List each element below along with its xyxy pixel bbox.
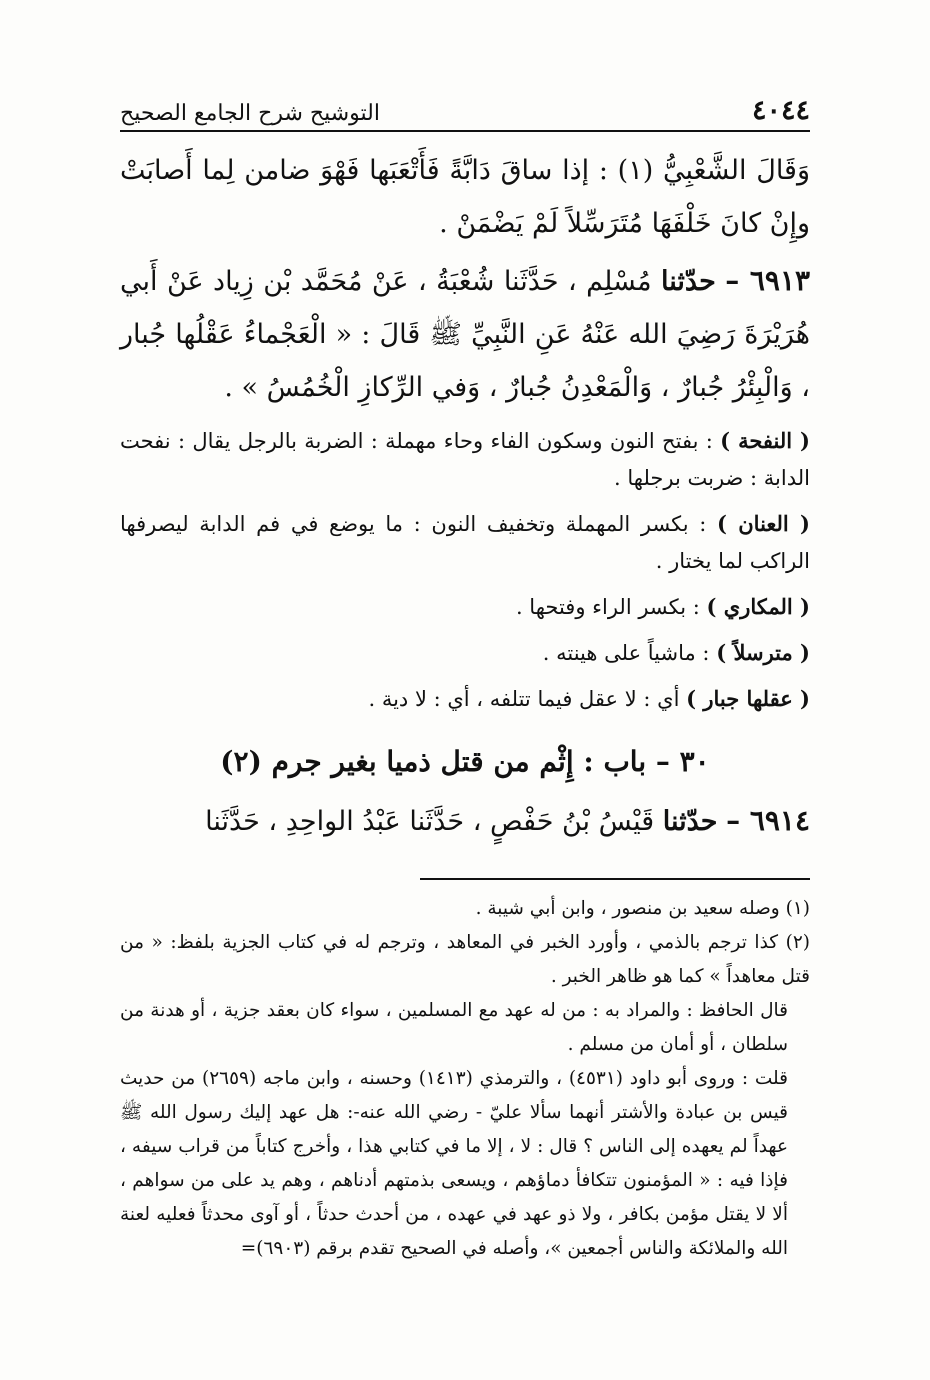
running-title: التوشيح شرح الجامع الصحيح — [120, 101, 380, 126]
main-text — [120, 144, 810, 848]
gloss-item — [120, 634, 810, 672]
footnote-rule — [420, 878, 810, 880]
gloss-term: ( النفحة ) — [720, 428, 810, 453]
gloss-term: ( المكاري ) — [706, 594, 810, 619]
gloss-term: ( عقلها جبار ) — [686, 686, 810, 711]
hadith-number: ٦٩١٣ – — [725, 264, 811, 297]
footnotes — [120, 892, 810, 1266]
intro-paragraph: وَقَالَ الشَّعْبِيُّ (١) : إذا ساقَ دَابَّةً فَأَتْعَبَها فَهْوَ ضامن لِما أَصابَتْ وإِنْ كانَ خَلْفَهَا مُتَرَسِّلاً لَمْ يَضْمَنْ . — [120, 155, 811, 239]
hadith-text: قَيْسُ بْنُ حَفْصٍ ، حَدَّثَنا عَبْدُ الواحِدِ ، حَدَّثَنا — [205, 806, 655, 837]
gloss-term: ( العنان ) — [717, 511, 810, 536]
hadith-number: ٦٩١٤ – — [726, 804, 810, 837]
gloss-text: : ماشياً على هينته . — [542, 641, 710, 665]
header-rule — [120, 130, 810, 132]
gloss-item — [120, 588, 810, 626]
gloss-item — [120, 422, 810, 497]
gloss-text: : بكسر المهملة وتخفيف النون : ما يوضع في فم الدابة ليصرفها الراكب لما يختار . — [120, 512, 810, 573]
chapter-heading: ٣٠ – باب : إِثْم من قتل ذميا بغير جرم (٢) — [220, 745, 710, 778]
hadith-opening: حدّثنا — [661, 266, 716, 297]
page-number: ٤٠٤٤ — [751, 95, 810, 126]
hadith-6914 — [120, 794, 810, 848]
gloss-term: ( مترسلاً ) — [716, 640, 810, 665]
footnote-2: (٢) كذا ترجم بالذمي ، وأورد الخبر في المعاهد ، وترجم له في كتاب الجزية بلفظ: « من قتل معاهداً » كما هو ظاهر الخبر . — [120, 932, 810, 987]
hadith-6913 — [120, 254, 810, 414]
gloss-text: أي : لا عقل فيما تتلفه ، أي : لا دية . — [368, 687, 680, 711]
footnote-1: (١) وصله سعيد بن منصور ، وابن أبي شيبة . — [475, 898, 810, 919]
gloss-item — [120, 680, 810, 718]
hadith-text: مُسْلِم ، حَدَّثَنا شُعْبَةُ ، عَنْ مُحَمَّد بْن زِياد عَنْ أَبي هُرَيْرَةَ رَضِيَ الله عَنْهُ عَنِ النَّبِيِّ ﷺ قَالَ : « الْعَجْماءُ عَقْلُها جُبار ، وَالْبِئْرُ جُبارٌ ، وَالْمَعْدِنُ جُبارٌ ، وَفي الرِّكازِ الْخُمُسُ » . — [120, 266, 810, 403]
gloss-text: : بفتح النون وسكون الفاء وحاء مهملة : الضربة بالرجل يقال : نفحت الدابة : ضربت برجلها . — [120, 429, 810, 490]
footnote-2-note: قلت : وروى أبو داود (٤٥٣١) ، والترمذي (١٤١٣) وحسنه ، وابن ماجه (٢٦٥٩) من حديث قيس بن عبادة والأشتر أنهما سألا عليّ - رضي الله عنه-: هل عهد إليك رسول الله ﷺ عهداً لم يعهده إلى الناس ؟ قال : لا ، إلا ما في كتابي هذا ، وأخرج كتاباً من قراب سيفه ، فإذا فيه : « المؤمنون تتكافأ دماؤهم ، ويسعى بذمتهم أدناهم ، وهم يد على من سواهم ، ألا لا يقتل مؤمن بكافر ، ولا ذو عهد في عهده ، من أحدث حدثاً ، أو آوى محدثاً فعليه لعنة الله والملائكة والناس أجمعين »، وأصله في الصحيح تقدم برقم (٦٩٠٣)= — [120, 1068, 788, 1259]
page-header — [120, 86, 810, 126]
gloss-item — [120, 505, 810, 580]
hadith-opening: حدّثنا — [662, 806, 718, 837]
gloss-text: : بكسر الراء وفتحها . — [515, 595, 700, 619]
footnote-2-hafiz: قال الحافظ : والمراد به : من له عهد مع المسلمين ، سواء كان بعقد جزية ، أو هدنة من سلطان ، أو أمان من مسلم . — [120, 1000, 788, 1055]
